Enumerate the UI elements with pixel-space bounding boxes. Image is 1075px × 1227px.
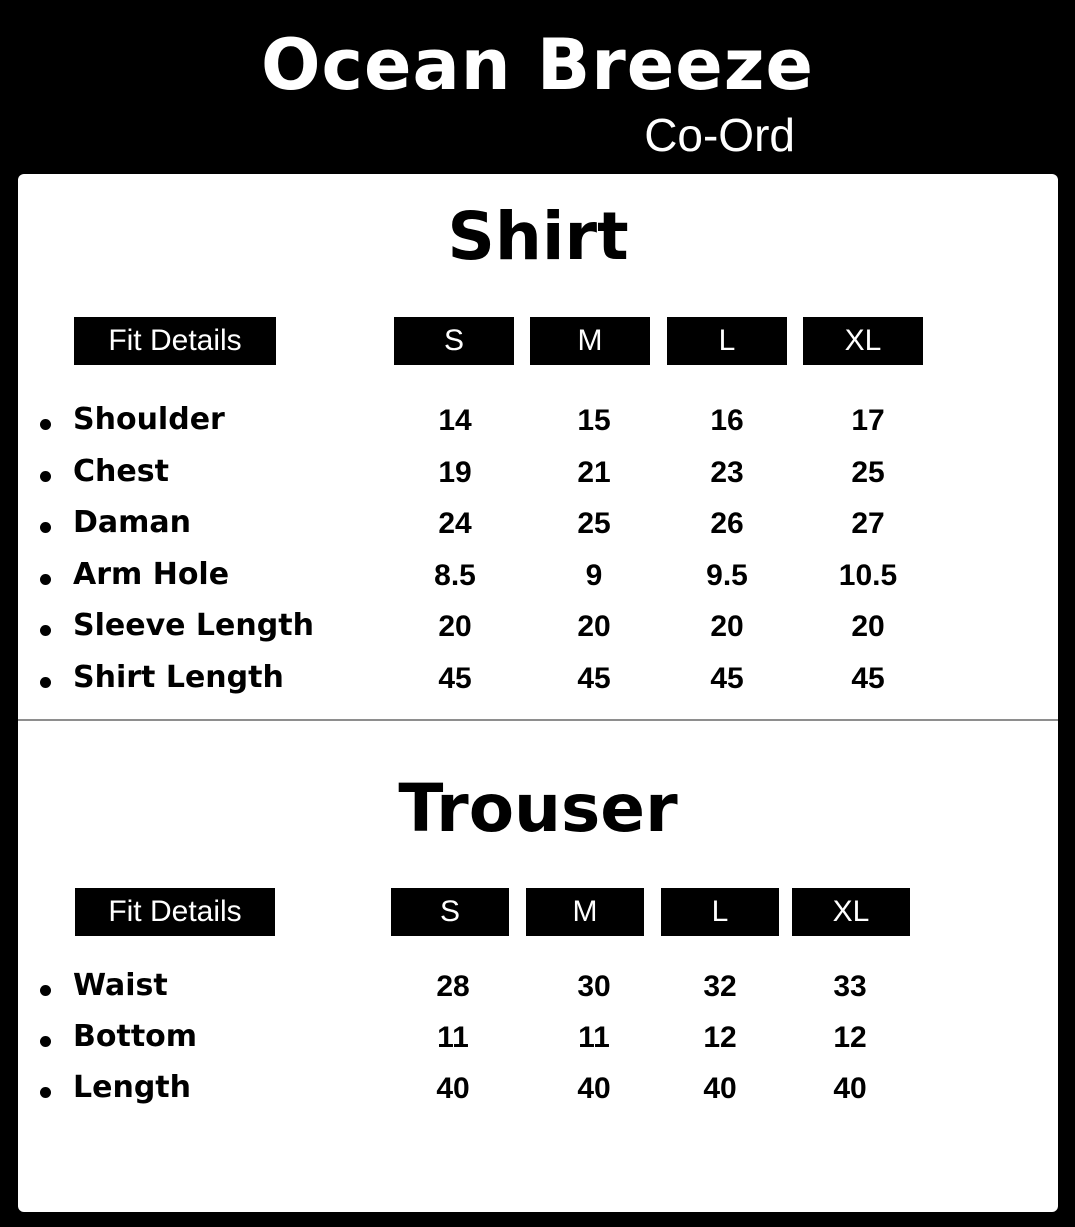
trouser-row-label (40, 968, 168, 1003)
shirt-row-label-text: Shoulder (73, 402, 225, 437)
trouser-value-cell: 32 (703, 970, 737, 1003)
trouser-value-cell: 40 (833, 1072, 867, 1105)
bullet-icon (40, 522, 51, 533)
shirt-value-cell: 25 (577, 507, 611, 540)
bullet-icon (40, 419, 51, 430)
shirt-value-cell: 23 (710, 455, 744, 489)
trouser-value-cell: 33 (833, 970, 867, 1003)
page-title: Ocean Breeze (261, 24, 814, 106)
shirt-value-cell: 16 (710, 404, 744, 437)
trouser-value-cell: 30 (577, 970, 611, 1003)
bullet-icon (40, 677, 51, 688)
shirt-row-label-text: Chest (73, 453, 169, 489)
trouser-size-header-xl: XL (792, 888, 910, 936)
shirt-value-cell: 15 (577, 404, 611, 437)
shirt-section-title: Shirt (447, 198, 629, 275)
trouser-value-cell: 28 (436, 970, 470, 1003)
shirt-value-cell: 24 (438, 507, 472, 540)
size-chart-card (18, 174, 1058, 1212)
trouser-row-label (40, 1070, 191, 1105)
trouser-value-cell: 11 (578, 1021, 610, 1054)
trouser-row-label-text: Length (73, 1070, 191, 1105)
bullet-icon (40, 985, 51, 996)
bullet-icon (40, 574, 51, 585)
shirt-value-cell: 10.5 (838, 558, 898, 592)
trouser-value-cell: 11 (437, 1021, 469, 1054)
page-subtitle: Co-Ord (644, 109, 795, 161)
shirt-value-cell: 21 (577, 455, 611, 489)
trouser-value-cell: 12 (833, 1021, 867, 1054)
shirt-value-cell: 45 (710, 661, 744, 695)
shirt-row-label (40, 557, 229, 592)
shirt-value-cell: 14 (438, 404, 472, 437)
shirt-value-cell: 26 (710, 507, 744, 540)
shirt-value-cell: 45 (438, 661, 472, 695)
shirt-value-cell: 9.5 (706, 558, 748, 592)
shirt-value-cell: 19 (438, 455, 472, 489)
shirt-row-label (40, 454, 169, 489)
section-divider (18, 719, 1058, 721)
shirt-size-header-m: M (530, 317, 650, 365)
bullet-icon (40, 471, 51, 482)
shirt-size-header-xl: XL (803, 317, 923, 365)
shirt-value-cell: 45 (577, 661, 611, 695)
trouser-section-title: Trouser (398, 770, 678, 847)
trouser-size-header-l: L (661, 888, 779, 936)
trouser-value-cell: 40 (577, 1072, 611, 1105)
shirt-fit-details-header: Fit Details (74, 317, 276, 365)
trouser-value-cell: 40 (436, 1072, 470, 1105)
shirt-row-label (40, 505, 191, 540)
trouser-size-header-s: S (391, 888, 509, 936)
bullet-icon (40, 625, 51, 636)
bullet-icon (40, 1036, 51, 1047)
shirt-size-header-l: L (667, 317, 787, 365)
shirt-value-cell: 20 (577, 610, 611, 643)
trouser-value-cell: 40 (703, 1072, 737, 1105)
shirt-size-header-s: S (394, 317, 514, 365)
shirt-value-cell: 8.5 (434, 558, 476, 592)
shirt-row-label-text: Arm Hole (73, 556, 230, 592)
trouser-row-label-text: Waist (73, 968, 168, 1003)
shirt-value-cell: 20 (851, 610, 885, 643)
shirt-row-label-text: Shirt Length (73, 659, 284, 695)
shirt-value-cell: 20 (710, 610, 744, 643)
shirt-row-label-text: Sleeve Length (73, 608, 314, 643)
shirt-row-label-text: Daman (73, 505, 192, 540)
trouser-value-cell: 12 (703, 1021, 737, 1054)
trouser-row-label-text: Bottom (73, 1019, 198, 1054)
shirt-value-cell: 45 (851, 661, 885, 695)
trouser-size-header-m: M (526, 888, 644, 936)
shirt-row-label (40, 660, 284, 695)
shirt-value-cell: 20 (438, 610, 472, 643)
shirt-value-cell: 25 (851, 455, 885, 489)
shirt-value-cell: 27 (851, 507, 885, 540)
shirt-row-label (40, 402, 225, 437)
bullet-icon (40, 1087, 51, 1098)
shirt-row-label (40, 608, 314, 643)
trouser-fit-details-header: Fit Details (75, 888, 275, 936)
shirt-value-cell: 17 (851, 404, 885, 437)
trouser-row-label (40, 1019, 197, 1054)
shirt-value-cell: 9 (585, 558, 603, 592)
